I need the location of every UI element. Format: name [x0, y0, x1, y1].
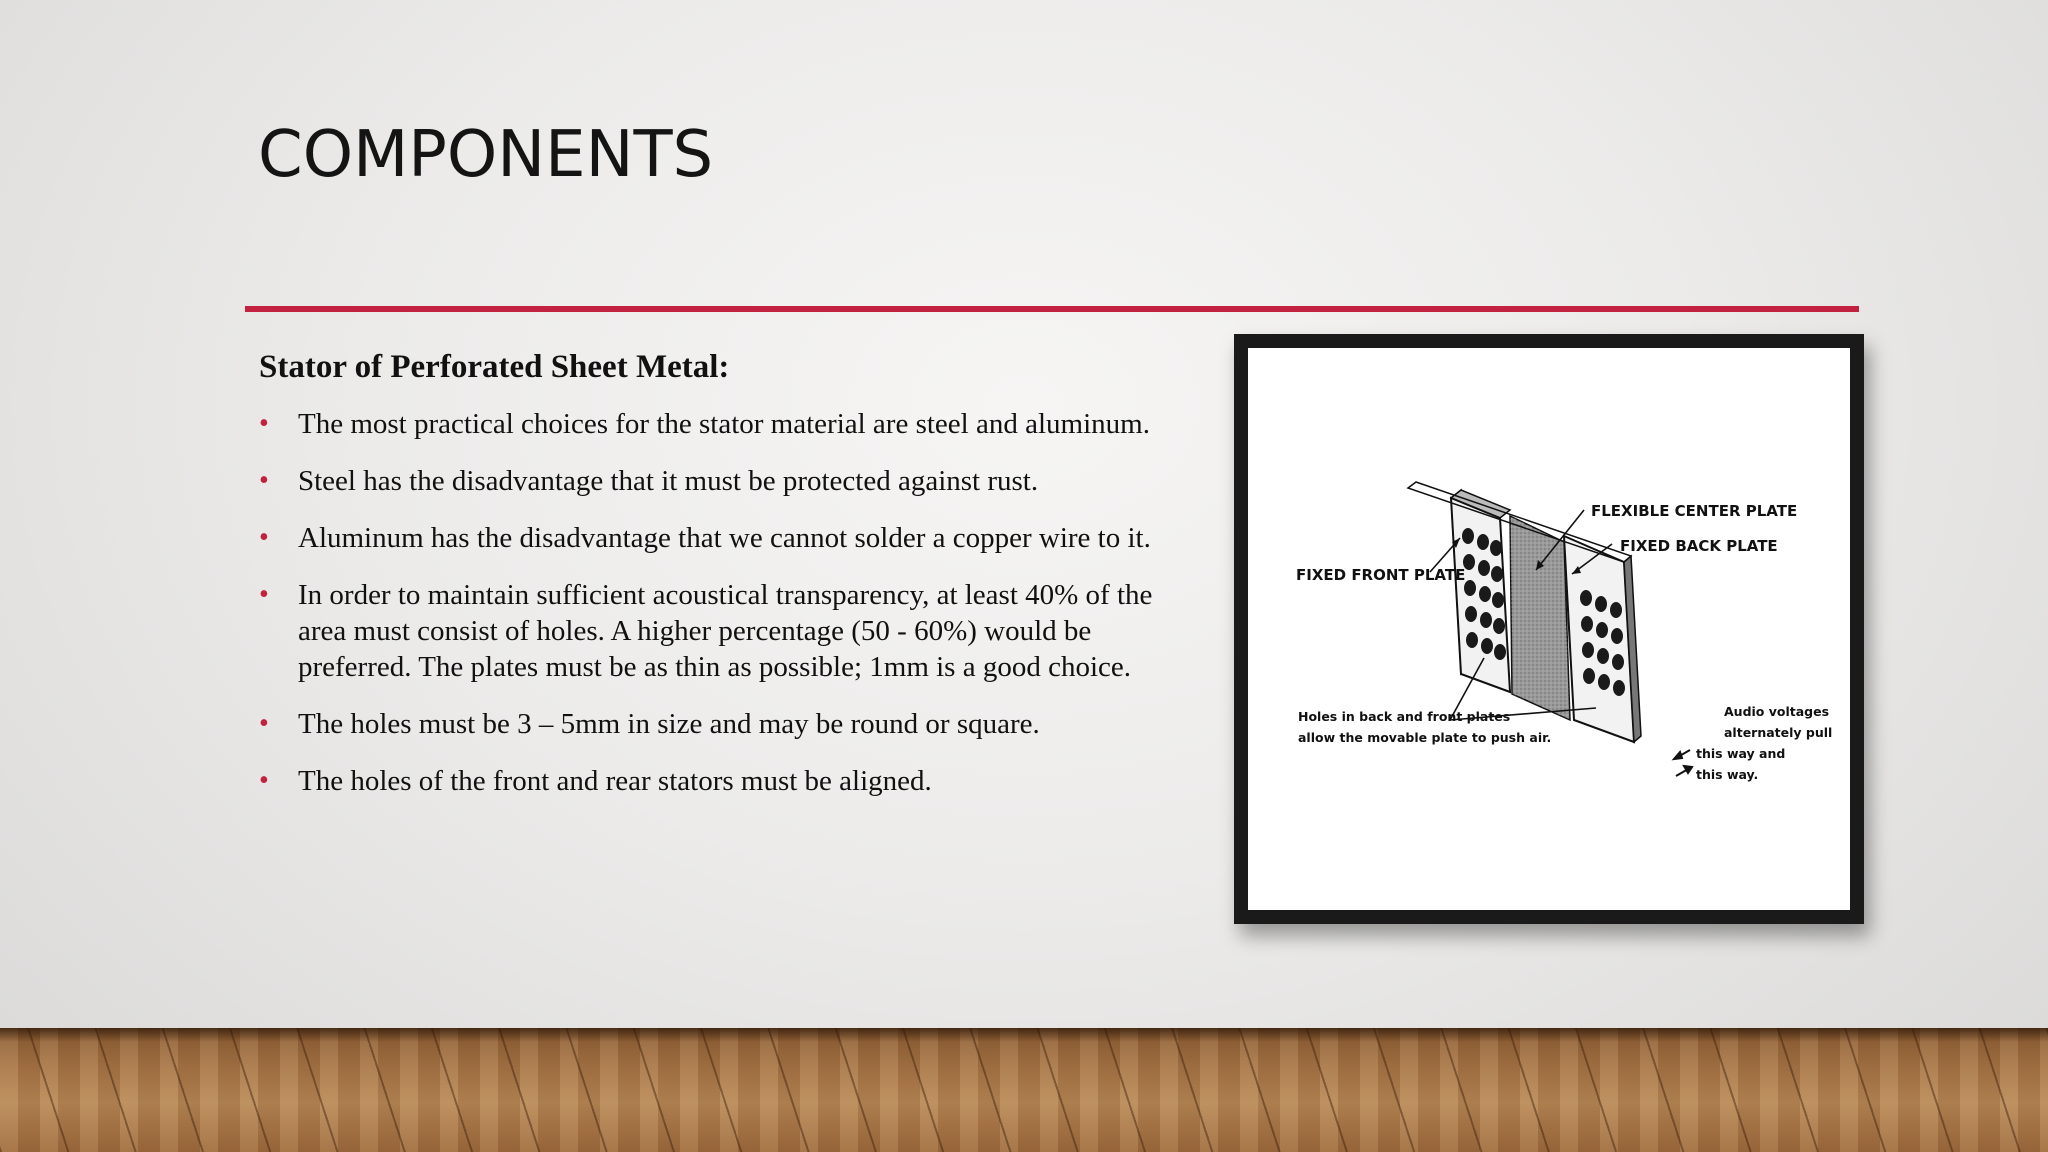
bullet-text: The holes of the front and rear stators must be aligned. — [298, 765, 932, 797]
arrow-pull-right-icon — [1676, 766, 1692, 776]
label-fixed-front-plate: FIXED FRONT PLATE — [1296, 566, 1466, 584]
bullet-marker: • — [259, 522, 269, 553]
audio-note-line-1: Audio voltages — [1724, 704, 1830, 719]
electrostatic-plate-diagram — [1248, 348, 1850, 910]
bullet-item — [259, 706, 1159, 742]
arrow-pull-left-icon — [1674, 750, 1690, 759]
bullet-marker: • — [259, 579, 269, 610]
bullet-item — [259, 520, 1159, 556]
audio-note-line-4: this way. — [1696, 767, 1759, 782]
holes-note-line-2: allow the movable plate to push air. — [1298, 730, 1552, 745]
bullet-text: Steel has the disadvantage that it must be protected against rust. — [298, 465, 1039, 497]
bullet-item — [259, 463, 1159, 499]
center-plate — [1510, 516, 1570, 720]
section-heading: Stator of Perforated Sheet Metal: — [259, 349, 730, 385]
holes-note-line-1: Holes in back and front plates — [1298, 709, 1511, 724]
bullet-text: The holes must be 3 – 5mm in size and may be round or square. — [298, 708, 1040, 740]
picture-frame — [1234, 334, 1864, 924]
bullet-marker: • — [259, 765, 269, 796]
label-fixed-back-plate: FIXED BACK PLATE — [1620, 537, 1778, 555]
wood-floor — [0, 1028, 2048, 1152]
bullet-item — [259, 763, 1159, 799]
diagram-canvas — [1248, 348, 1850, 910]
bullet-text: The most practical choices for the stator material are steel and aluminum. — [298, 408, 1150, 440]
bullet-item — [259, 406, 1159, 442]
label-flexible-center-plate: FLEXIBLE CENTER PLATE — [1591, 502, 1798, 520]
audio-note-line-3: this way and — [1696, 746, 1786, 761]
bullet-item — [259, 577, 1159, 685]
text-content — [259, 344, 1159, 820]
bullet-marker: • — [259, 708, 269, 739]
bullet-marker: • — [259, 408, 269, 439]
bullet-list — [259, 406, 1159, 799]
bullet-text: In order to maintain sufficient acoustical transparency, at least 40% of the area must consist of holes. A higher percentage (50 - 60%) would be preferred. The plates must be as thin as possible; 1mm is a good choice. — [298, 579, 1153, 683]
slide-title: COMPONENTS — [258, 118, 714, 192]
bullet-text: Aluminum has the disadvantage that we cannot solder a copper wire to it. — [298, 522, 1151, 554]
floor-edge-shadow — [0, 1028, 2048, 1042]
bullet-marker: • — [259, 465, 269, 496]
audio-note-line-2: alternately pull — [1724, 725, 1833, 740]
title-divider — [245, 306, 1859, 312]
